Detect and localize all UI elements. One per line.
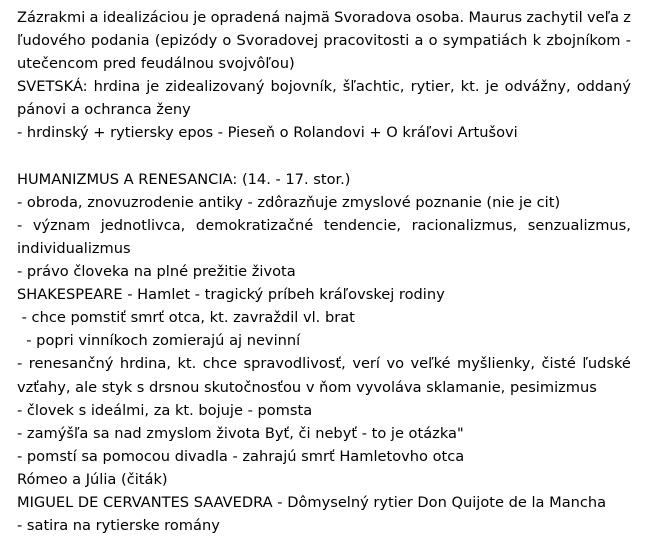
word: SVETSKÁ: <box>17 78 88 96</box>
text-line: - popri vinníkoch zomierajú aj nevinní <box>17 332 301 350</box>
word: myšlienky, <box>457 355 536 373</box>
word: a <box>89 9 99 26</box>
word: demokratizačné <box>195 216 314 234</box>
word: sympatiách <box>442 32 528 50</box>
word: a <box>414 32 424 50</box>
word: zachytil <box>526 9 583 26</box>
word: rytier, <box>410 78 455 96</box>
text-line: - zamýšľa sa nad zmyslom života Byť, či nebyť - to je otázka" <box>17 424 464 442</box>
word: je <box>146 78 160 96</box>
word: hrdina, <box>119 355 171 373</box>
word: racionalizmus, <box>411 216 518 234</box>
word: o <box>222 32 232 50</box>
text-line: - obroda, znovuzrodenie antiky - zdôrazňuje zmyslové poznanie (nie je cit) <box>17 193 561 211</box>
word: čisté <box>541 355 576 373</box>
word: pracovitosti <box>323 32 410 50</box>
word: spravodlivosť, <box>243 355 346 373</box>
word: opradená <box>210 9 281 26</box>
word: renesančný <box>28 355 114 373</box>
word: ľudské <box>582 355 631 373</box>
word: zbojníkom <box>546 32 621 50</box>
text-line: - človek s ideálmi, za kt. bojuje - pomsta <box>17 401 313 419</box>
text-line: - pomstí sa pomocou divadla - zahrajú smrť Hamletovho otca <box>17 447 465 465</box>
word: tendencie, <box>323 216 401 234</box>
word: jednotlivca, <box>100 216 186 234</box>
word: kt. <box>177 355 197 373</box>
word: k <box>532 32 542 50</box>
text-line: - hrdinský + rytiersky epos - Pieseň o Rolandovi + O kráľovi Artušovi <box>17 124 518 142</box>
word: vo <box>386 355 405 373</box>
word: podania <box>90 32 150 50</box>
word: Svoradovej <box>236 32 319 50</box>
text-line: - satira na rytierske romány <box>17 517 220 535</box>
section-heading: HUMANIZMUS A RENESANCIA: (14. - 17. stor.) <box>17 170 351 188</box>
word: - <box>17 355 23 373</box>
text-line <box>17 214 631 237</box>
document-text <box>17 6 631 537</box>
text-line: pánovi a ochranca ženy <box>17 101 191 119</box>
text-line <box>17 6 631 29</box>
word: odvážny, <box>504 78 571 96</box>
word: o <box>428 32 438 50</box>
word: senzualizmus, <box>527 216 631 234</box>
word: - <box>625 32 631 50</box>
word: ľudového <box>17 32 86 50</box>
section-heading: MIGUEL DE CERVANTES SAAVEDRA - Dômyselný rytier Don Quijote de la Mancha <box>17 493 607 511</box>
word: šľachtic, <box>342 78 405 96</box>
word: je <box>193 9 207 26</box>
word: Svoradova <box>334 9 412 26</box>
text-line <box>17 75 631 98</box>
word: chce <box>202 355 238 373</box>
text-line: utečencom pred feudálnou svojvôľou) <box>17 55 295 73</box>
word: osoba. <box>415 9 465 26</box>
word: význam <box>32 216 91 234</box>
word: bojovník, <box>270 78 337 96</box>
word: hrdina <box>93 78 141 96</box>
blank-line <box>17 145 631 168</box>
text-line <box>17 352 631 375</box>
word: - <box>17 216 23 234</box>
word: Zázrakmi <box>17 9 86 26</box>
word: zidealizovaný <box>165 78 265 96</box>
word: kt. <box>460 78 480 96</box>
text-line <box>17 29 631 52</box>
word: idealizáciou <box>102 9 189 26</box>
word: veľké <box>410 355 451 373</box>
word: najmä <box>284 9 330 26</box>
text-line: Rómeo a Júlia (čiták) <box>17 470 168 488</box>
word: je <box>485 78 499 96</box>
word: z <box>623 9 631 26</box>
word: (epizódy <box>154 32 218 50</box>
word: oddaný <box>576 78 631 96</box>
word: veľa <box>587 9 620 26</box>
word: Maurus <box>468 9 523 26</box>
text-line: - právo človeka na plné prežitie života <box>17 263 296 281</box>
section-heading: SHAKESPEARE - Hamlet - tragický príbeh kráľovskej rodiny <box>17 286 445 304</box>
text-line: individualizmus <box>17 239 131 257</box>
text-line: vzťahy, ale styk s drsnou skutočnosťou v ňom vyvoláva sklamanie, pesimizmus <box>17 378 597 396</box>
word: verí <box>352 355 380 373</box>
text-line: - chce pomstiť smrť otca, kt. zavraždil vl. brat <box>17 309 355 327</box>
